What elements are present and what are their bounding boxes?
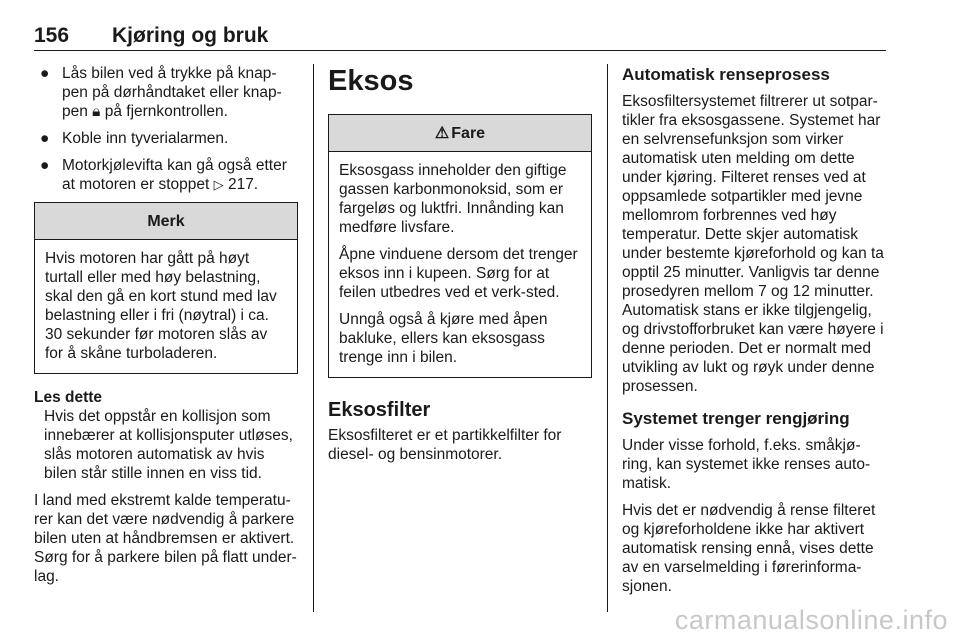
cleaning-needed-heading: Systemet trenger rengjøring: [622, 409, 850, 428]
list-item: ● Motorkjølevifta kan gå også etter at motoren er stoppet ▷ 217.: [40, 157, 287, 193]
fare-paragraph: Eksosgass inneholder den giftige gassen karbonmonoksid, som er fargeløs og luktfri. Innånding kan medføre livsfare.: [339, 162, 567, 236]
list-item: ● Lås bilen ved å trykke på knap-pen på dørhåndtaket eller knap-pen 🔒︎ på fjernkontrollen.: [40, 65, 282, 120]
automatic-cleaning-paragraph: Eksosfiltersystemet filtrerer ut sotpar-tikler fra eksosgassene. Systemet har en selvrensefunksjon som virker automatisk uten melding om dette under kjøring. Filteret renses ved at oppsamlede sotpartikler med jevne mellomrom forbrennes ved høy temperatur. Dette skjer automatisk under bestemte kjøreforhold og kan ta opptil 25 minutter. Vanligvis tar denne prosedyren mellom 7 og 12 minutter. Automatisk stans er ikke tilgjengelig, og drivstofforbruket kan være høyere i denne perioden. Det er normalt med utvikling av lukt og røyk under denne prosessen.: [622, 93, 884, 395]
fare-title: Fare: [451, 125, 486, 142]
fare-paragraph: Unngå også å kjøre med åpen bakluke, ellers kan eksosgass trenge inn i bilen.: [339, 311, 548, 366]
fare-header: [329, 115, 591, 152]
bullet-icon: ●: [40, 65, 50, 82]
automatic-cleaning-heading: Automatisk renseprosess: [622, 65, 830, 84]
bullet-icon: ●: [40, 130, 50, 147]
lock-icon: 🔒︎: [92, 103, 101, 120]
page-header: [34, 20, 886, 48]
column-3: [622, 64, 886, 604]
merk-title: Merk: [35, 203, 297, 240]
les-dette-note: [34, 388, 298, 483]
cleaning-warning-paragraph: Hvis det er nødvendig å rense filteret og kjøreforholdene ikke har aktivert automatisk rensing ennå, vises dette av en varselmelding i førerinforma-sjonen.: [622, 502, 876, 595]
list-item: ● Koble inn tyverialarmen.: [40, 130, 229, 147]
subsection-heading: Eksosfilter: [328, 399, 431, 421]
bullet-list: [34, 64, 298, 194]
eksosfilter-paragraph: Eksosfilteret er et partikkelfilter for diesel- og bensinmotorer.: [328, 427, 562, 463]
fare-warning-box: [328, 114, 592, 378]
column-1: [34, 64, 298, 594]
watermark: carmanualsonline.info: [674, 605, 948, 635]
warning-triangle-icon: ⚠: [434, 125, 450, 142]
cold-climate-paragraph: I land med ekstremt kalde temperatu-rer kan det være nødvendig å parkere bilen uten at håndbremsen er aktivert. Sørg for å parkere bilen på flatt under-lag.: [34, 492, 297, 585]
fare-paragraph: Åpne vinduene dersom det trenger eksos inn i kupeen. Sørg for at feilen utbedres ved et verk-sted.: [339, 246, 578, 301]
column-divider-2: [607, 64, 608, 612]
page-ref-arrow-icon[interactable]: ▷: [213, 177, 224, 192]
page-number: 156: [34, 24, 70, 47]
cleaning-needed-paragraph: Under visse forhold, f.eks. småkjø-ring, kan systemet ikke renses auto-matisk.: [622, 437, 871, 492]
header-rule: [34, 50, 886, 51]
les-dette-title: Les dette: [34, 389, 103, 406]
chapter-title: Kjøring og bruk: [112, 24, 269, 47]
column-2: [328, 64, 592, 472]
merk-body: Hvis motoren har gått på høyt turtall eller med høy belastning, skal den gå en kort stund med lav belastning eller i fri (nøytral) i ca. 30 sekunder før motoren slås av for å skåne turboladeren.: [45, 250, 277, 362]
merk-note-box: [34, 202, 298, 374]
section-heading: Eksos: [328, 65, 414, 97]
les-dette-body: Hvis det oppstår en kollisjon som innebærer at kollisjonsputer utløses, slås motoren automatisk av hvis bilen står stille innen en viss tid.: [44, 408, 293, 482]
bullet-icon: ●: [40, 157, 50, 174]
page-reference[interactable]: 217.: [223, 176, 259, 193]
column-divider-1: [313, 64, 314, 612]
